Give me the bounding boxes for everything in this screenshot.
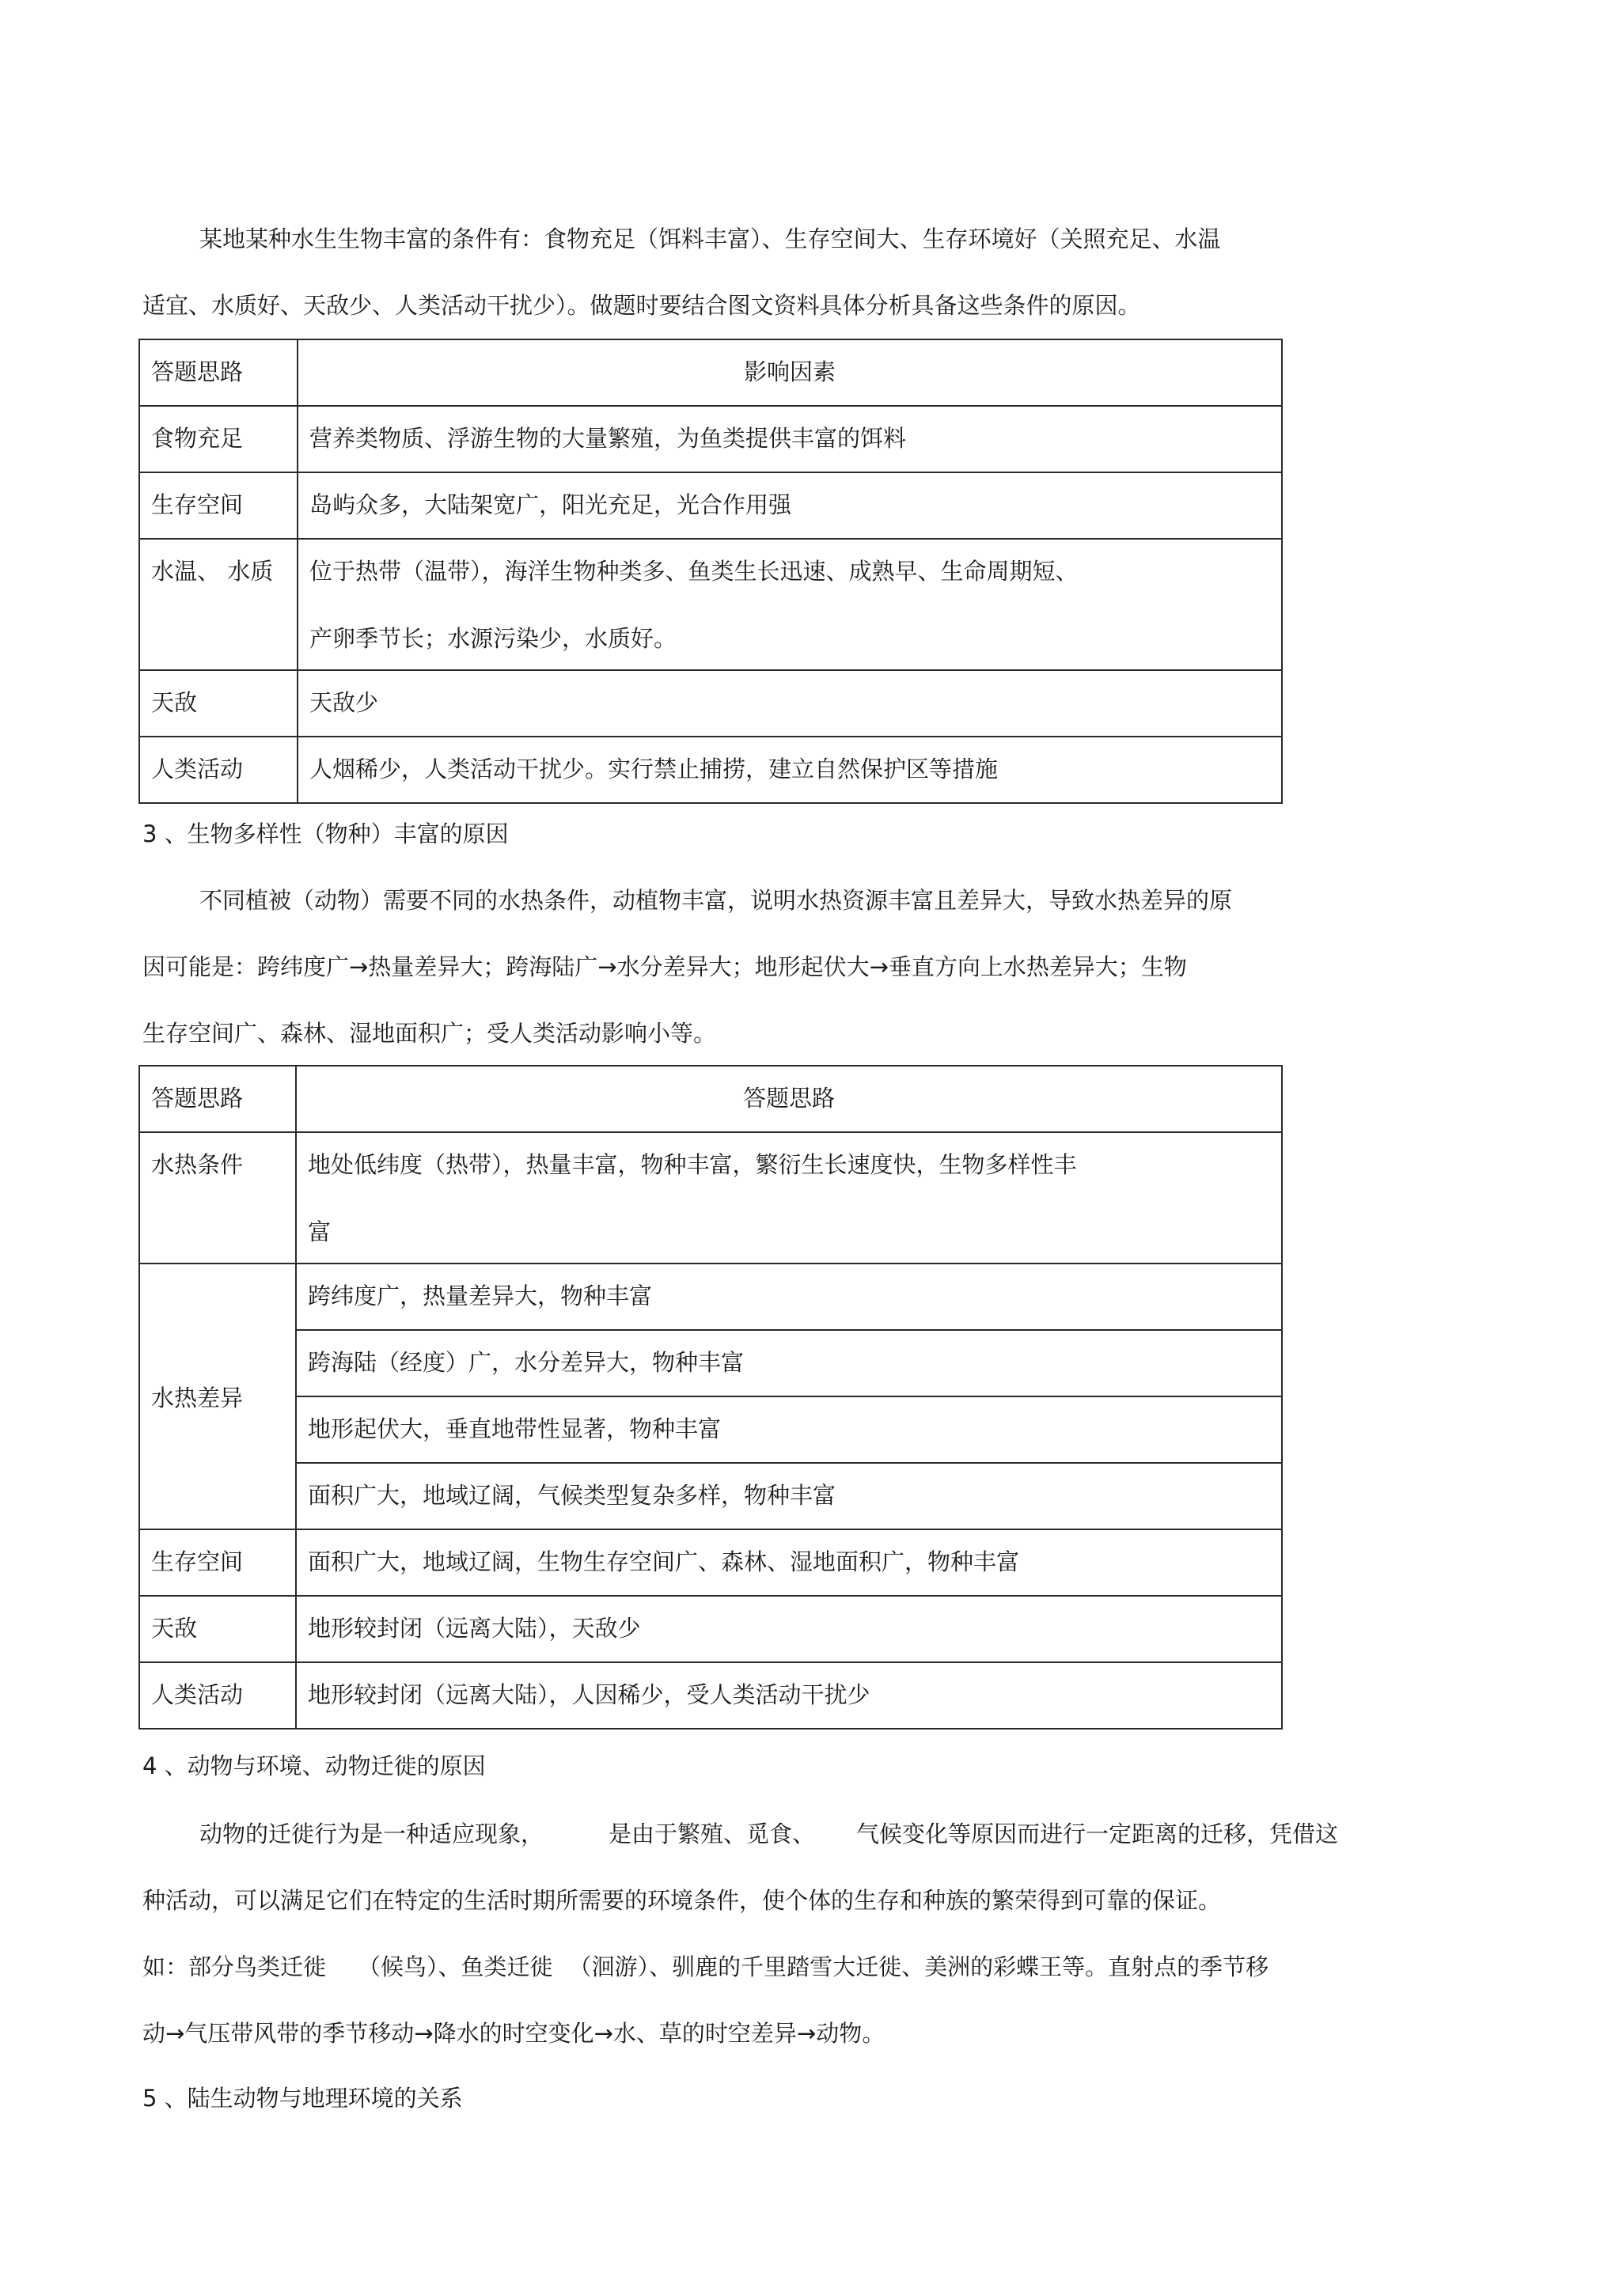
table-header-cell: 答题思路 <box>139 1066 296 1132</box>
table-row <box>139 472 1282 539</box>
section-4-line-2: 种活动，可以满足它们在特定的生活时期所需要的环境条件，使个体的生存和种族的繁荣得到可靠的保证。 <box>142 1887 1222 1914</box>
table-header-row <box>139 1066 1282 1132</box>
section-5-heading: 5 、陆生动物与地理环境的关系 <box>142 2085 463 2112</box>
section-4-line-3-part-e: ）、驯鹿的千里踏雪大迁徙、美洲的彩蝶王等。直射点的季节移 <box>637 1953 1269 1980</box>
row-text: 岛屿众多，大陆架宽广，阳光充足，光合作用强 <box>298 472 1282 539</box>
row-text: 面积广大，地域辽阔，生物生存空间广、森林、湿地面积广，物种丰富 <box>296 1529 1282 1596</box>
table-row <box>139 1132 1282 1264</box>
table-row <box>139 1529 1282 1596</box>
section-3-line-1: 不同植被（动物）需要不同的水热条件，动植物丰富，说明水热资源丰富且差异大，导致水热差异的原 <box>199 887 1233 914</box>
row-label: 人类活动 <box>139 1662 296 1729</box>
section-4-heading: 4 、动物与环境、动物迁徙的原因 <box>142 1752 486 1779</box>
section-4-line-3 <box>142 1951 1623 1983</box>
table-row <box>139 406 1282 472</box>
row-text: 跨纬度广，热量差异大，物种丰富 <box>296 1264 1282 1330</box>
intro-line-2: 适宜、水质好、天敌少、人类活动干扰少）。做题时要结合图文资料具体分析具备这些条件的原因。 <box>142 292 1141 319</box>
table-header-row <box>139 339 1282 406</box>
section-4-line-1-part-b: 是由于繁殖、觅食、 <box>609 1821 816 1847</box>
table-row <box>139 539 1282 670</box>
row-text: 面积广大，地域辽阔，气候类型复杂多样，物种丰富 <box>296 1463 1282 1529</box>
row-text: 跨海陆（经度）广，水分差异大，物种丰富 <box>296 1330 1282 1396</box>
table-row <box>139 1463 1282 1529</box>
row-label: 水热差异 <box>139 1264 296 1529</box>
row-text: 人烟稀少，人类活动干扰少。实行禁止捕捞，建立自然保护区等措施 <box>298 737 1282 803</box>
table-row <box>139 1662 1282 1729</box>
intro-line-1: 某地某种水生生物丰富的条件有：食物充足（饵料丰富）、生存空间大、生存环境好（关照充足、水温 <box>199 225 1221 252</box>
row-text: 地形较封闭（远离大陆），天敌少 <box>296 1596 1282 1662</box>
table-biodiversity <box>138 1065 1283 1730</box>
table-row <box>139 1396 1282 1463</box>
section-3-line-3: 生存空间广、森林、湿地面积广；受人类活动影响小等。 <box>142 1020 717 1047</box>
section-4-line-4: 动→气压带风带的季节移动→降水的时空变化→水、草的时空差异→动物。 <box>142 2020 885 2047</box>
row-label: 天敌 <box>139 670 298 737</box>
table-header-cell: 答题思路 <box>139 339 298 406</box>
row-text: 营养类物质、浮游生物的大量繁殖，为鱼类提供丰富的饵料 <box>298 406 1282 472</box>
table-row <box>139 1596 1282 1662</box>
section-4-line-1-part-a: 动物的迁徙行为是一种适应现象， <box>199 1821 544 1847</box>
table-header-cell: 影响因素 <box>298 339 1282 406</box>
row-text: 地形起伏大，垂直地带性显著，物种丰富 <box>296 1396 1282 1463</box>
section-4-line-3-part-c: ）、鱼类迁徙 <box>427 1953 553 1980</box>
section-4-line-1 <box>199 1818 1623 1850</box>
table-row <box>139 670 1282 737</box>
section-3-heading: 3 、生物多样性（物种）丰富的原因 <box>142 820 509 847</box>
row-label: 生存空间 <box>139 1529 296 1596</box>
row-text: 天敌少 <box>298 670 1282 737</box>
row-label: 水热条件 <box>139 1132 296 1264</box>
row-text: 位于热带（温带），海洋生物种类多、鱼类生长迅速、成熟早、生命周期短、 产卵季节长；水源污染少，水质好。 <box>298 539 1282 670</box>
section-3-line-2: 因可能是：跨纬度广→热量差异大；跨海陆广→水分差异大；地形起伏大→垂直方向上水热差异大；生物 <box>142 953 1187 980</box>
section-4-line-3-part-a: 如：部分鸟类迁徙 <box>142 1953 327 1980</box>
table-row <box>139 1330 1282 1396</box>
row-text: 地形较封闭（远离大陆），人因稀少，受人类活动干扰少 <box>296 1662 1282 1729</box>
row-label: 水温、 水质 <box>139 539 298 670</box>
table-header-cell: 答题思路 <box>296 1066 1282 1132</box>
row-label: 食物充足 <box>139 406 298 472</box>
section-4-line-1-part-c: 气候变化等原因而进行一定距离的迁移，凭借这 <box>856 1821 1339 1847</box>
table-row <box>139 1264 1282 1330</box>
section-4-line-3-part-d: （洄游 <box>568 1953 638 1980</box>
table-water-conditions <box>138 339 1283 804</box>
row-label: 天敌 <box>139 1596 296 1662</box>
section-4-line-3-part-b: （候鸟 <box>358 1953 427 1980</box>
table-row <box>139 737 1282 803</box>
row-label: 生存空间 <box>139 472 298 539</box>
row-text: 地处低纬度（热带），热量丰富，物种丰富，繁衍生长速度快，生物多样性丰 富 <box>296 1132 1282 1264</box>
row-label: 人类活动 <box>139 737 298 803</box>
